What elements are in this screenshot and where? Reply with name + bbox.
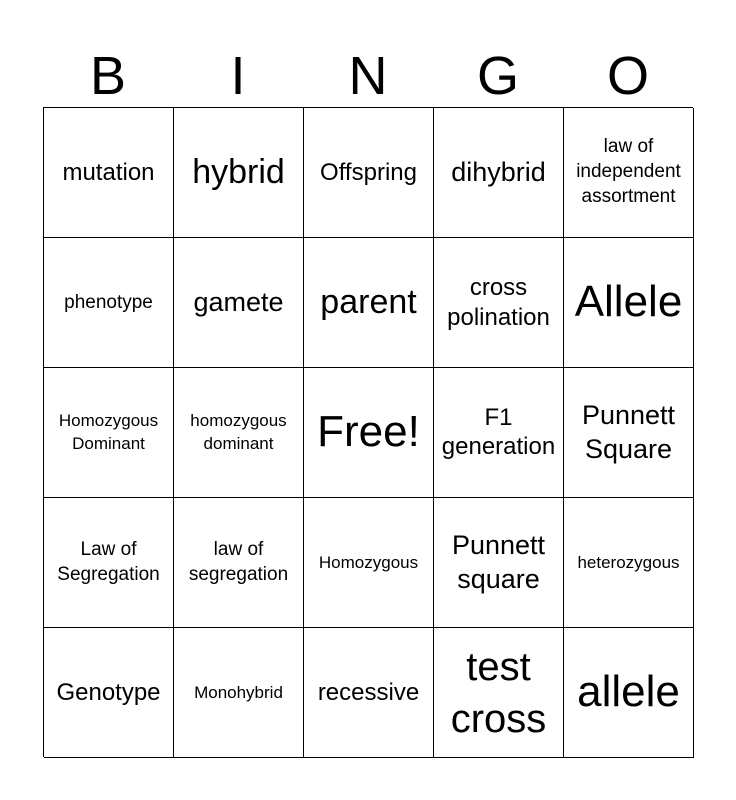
bingo-cell <box>304 108 434 238</box>
bingo-cell <box>564 368 694 498</box>
cell-text: F1 generation <box>441 403 556 460</box>
bingo-cell <box>174 108 304 238</box>
bingo-cell <box>304 368 434 498</box>
bingo-cell <box>44 498 174 628</box>
header-letter-o: O <box>606 46 649 106</box>
cell-text: law of independent assortment <box>576 136 681 207</box>
bingo-cell <box>174 628 304 758</box>
cell-text: gamete <box>193 286 284 317</box>
cell-text: law of segregation <box>188 538 289 585</box>
bingo-cell <box>564 498 694 628</box>
cell-text: Homozygous Dominant <box>58 411 159 453</box>
bingo-cell <box>44 108 174 238</box>
cell-text: Free! <box>317 407 420 457</box>
bingo-cell <box>304 498 434 628</box>
bingo-cell <box>564 628 694 758</box>
cell-text: Punnett Square <box>581 399 676 464</box>
bingo-cell <box>564 238 694 368</box>
bingo-header <box>43 45 693 107</box>
bingo-board <box>43 107 693 757</box>
cell-text: Genotype <box>56 678 161 706</box>
cell-text: Punnett square <box>451 529 546 594</box>
bingo-cell <box>434 498 564 628</box>
bingo-cell <box>304 238 434 368</box>
header-letter-b: B <box>89 46 127 106</box>
cell-text: hybrid <box>192 152 285 191</box>
cell-text: heterozygous <box>577 552 680 572</box>
bingo-cell <box>564 108 694 238</box>
cell-text: cross polination <box>447 273 550 331</box>
cell-text: homozygous dominant <box>190 411 287 453</box>
header-letter-n: N <box>348 46 388 106</box>
bingo-cell <box>434 628 564 758</box>
cell-text: test cross <box>450 644 547 741</box>
cell-text: Monohybrid <box>194 682 283 702</box>
bingo-cell <box>44 628 174 758</box>
cell-text: parent <box>320 282 417 321</box>
bingo-cell <box>44 238 174 368</box>
cell-text: dihybrid <box>451 156 546 187</box>
bingo-cell <box>304 628 434 758</box>
bingo-cell <box>434 368 564 498</box>
bingo-cell <box>174 368 304 498</box>
bingo-cell <box>174 238 304 368</box>
cell-text: Law of Segregation <box>57 538 160 585</box>
cell-text: Offspring <box>320 158 417 186</box>
header-letter-g: G <box>476 46 519 106</box>
cell-text: allele <box>577 667 680 717</box>
cell-text: Homozygous <box>318 552 419 572</box>
bingo-cell <box>434 238 564 368</box>
header-letter-i: I <box>230 46 246 106</box>
cell-text: phenotype <box>64 291 153 313</box>
cell-text: recessive <box>317 678 420 706</box>
bingo-cell <box>174 498 304 628</box>
bingo-cell <box>44 368 174 498</box>
cell-text: Allele <box>574 277 683 327</box>
bingo-cell <box>434 108 564 238</box>
cell-text: mutation <box>62 158 155 186</box>
